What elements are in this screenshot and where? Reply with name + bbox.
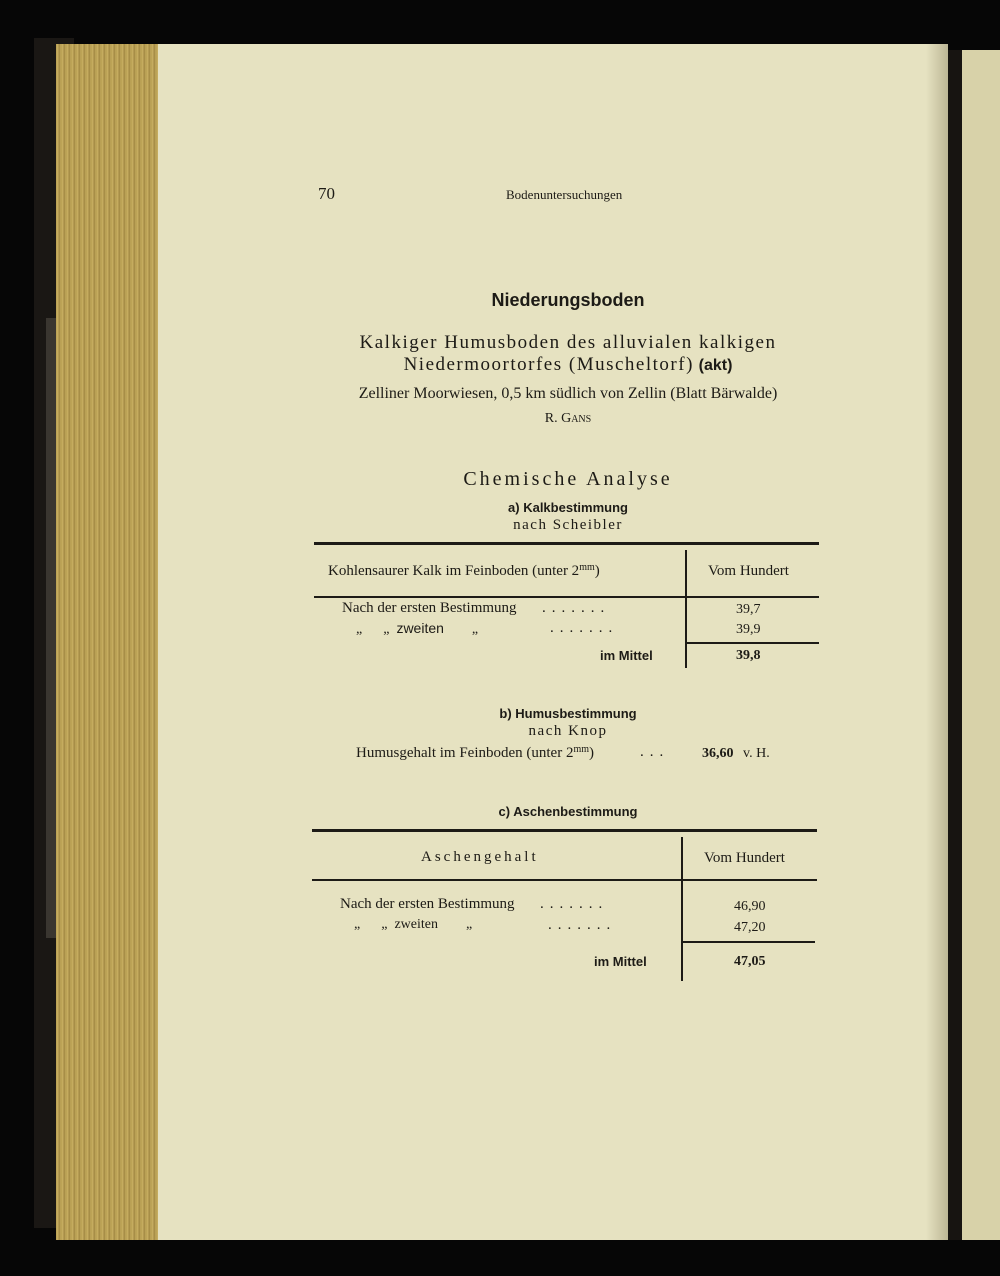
sum-rule xyxy=(685,642,819,644)
analysis-title: Chemische Analyse xyxy=(463,468,673,490)
leader-dots: ....... xyxy=(542,600,611,616)
running-title: Bodenuntersuchungen xyxy=(506,187,623,202)
leader-dots: ....... xyxy=(540,896,609,912)
table-row: „ „ zweiten „ xyxy=(356,620,479,637)
humus-line: Humusgehalt im Feinboden (unter $2^{mm}$) xyxy=(356,744,595,761)
table-top-rule xyxy=(312,829,817,832)
soil-title-main: Niedermoortorfes (Muscheltorf) xyxy=(403,354,694,375)
mean-value: 39,8 xyxy=(736,648,761,663)
humus-value: 36,60 xyxy=(702,746,734,761)
mean-value: 47,05 xyxy=(734,954,766,969)
col-head-left: Aschengehalt xyxy=(421,849,539,865)
soil-title-line2 xyxy=(158,354,978,376)
page-number: 70 xyxy=(318,184,335,203)
leader-dots: ....... xyxy=(550,620,619,636)
table-top-rule xyxy=(314,542,819,545)
leader-dots: ....... xyxy=(548,917,617,933)
col-head-right: Vom Hundert xyxy=(708,563,789,579)
location-line: Zelliner Moorwiesen, 0,5 km südlich von Zellin (Blatt Bärwalde) xyxy=(358,385,778,402)
leader-dots: ... xyxy=(640,744,670,760)
mean-label: im Mittel xyxy=(594,954,647,969)
table-row: „ „ zweiten „ xyxy=(354,917,473,932)
row1-value: 39,7 xyxy=(736,602,761,617)
author: R. Gans xyxy=(544,411,592,426)
row1-value: 46,90 xyxy=(734,899,766,914)
table-row: Nach der ersten Bestimmung xyxy=(340,896,515,912)
row2-value: 47,20 xyxy=(734,920,766,935)
col-head-right: Vom Hundert xyxy=(704,850,785,866)
table-column-divider xyxy=(681,837,683,981)
mean-label: im Mittel xyxy=(600,648,653,663)
section-a-method: nach Scheibler xyxy=(513,517,623,533)
humus-unit: v. H. xyxy=(743,746,770,761)
section-b-method: nach Knop xyxy=(528,723,608,739)
section-a-heading: a) Kalkbestimmung xyxy=(508,500,628,515)
gutter-shadow xyxy=(948,50,962,1240)
section-c-heading: c) Aschenbestimmung xyxy=(498,804,638,819)
soil-code: (akt) xyxy=(698,357,733,374)
col-head-left: Kohlensaurer Kalk im Feinboden (unter $2^{mm}$) xyxy=(328,562,600,579)
soil-title-line1: Kalkiger Humusboden des alluvialen kalkigen xyxy=(359,332,777,353)
table-row: Nach der ersten Bestimmung xyxy=(342,600,517,616)
sum-rule xyxy=(681,941,815,943)
page-stack-edge xyxy=(56,44,162,1240)
page xyxy=(158,44,948,1240)
table-column-divider xyxy=(685,550,687,668)
row2-value: 39,9 xyxy=(736,622,761,637)
table-head-rule xyxy=(314,596,819,598)
section-heading: Niederungsboden xyxy=(491,290,645,310)
binding-strip xyxy=(46,318,56,938)
table-head-rule xyxy=(312,879,817,881)
section-b-heading: b) Humusbestimmung xyxy=(499,706,637,721)
